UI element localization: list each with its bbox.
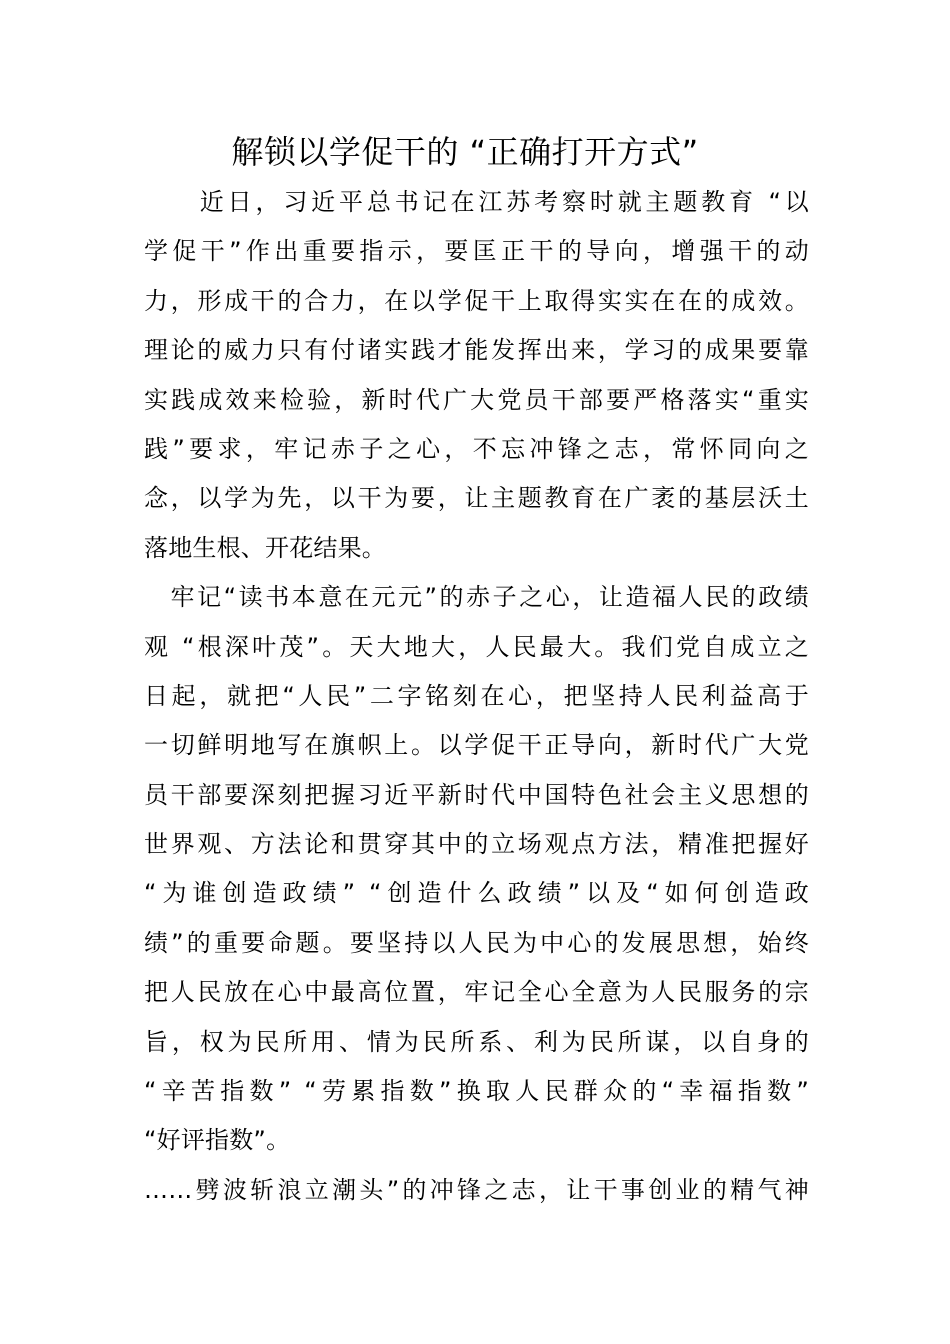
body-line: ……劈波斩浪立潮头”的冲锋之志，让干事创业的精气神 [144,1175,809,1204]
body-line: 践”要求，牢记赤子之心，不忘冲锋之志，常怀同向之 [144,434,809,463]
body-line: 牢记“读书本意在元元”的赤子之心，让造福人民的政绩 [144,583,809,612]
document-title: 解锁以学促干的 “正确打开方式” [231,133,699,171]
body-line: 旨，权为民所用、情为民所系、利为民所谋，以自身的 [144,1027,809,1056]
body-line: 世界观、方法论和贯穿其中的立场观点方法，精准把握好 [144,830,809,859]
body-line: 理论的威力只有付诸实践才能发挥出来，学习的成果要靠 [144,336,809,365]
body-line: “好评指数”。 [144,1126,291,1155]
body-line: 把人民放在心中最高位置，牢记全心全意为人民服务的宗 [144,978,809,1007]
body-line: 落地生根、开花结果。 [144,533,386,562]
body-line: 实践成效来检验，新时代广大党员干部要严格落实“重实 [144,385,809,414]
body-line: 力，形成干的合力，在以学促干上取得实实在在的成效。 [144,286,809,315]
body-line: 近日，习近平总书记在江苏考察时就主题教育 “以 [144,188,809,216]
body-line: 学促干”作出重要指示，要匡正干的导向，增强干的动 [144,237,809,266]
body-line: “辛苦指数” “劳累指数”换取人民群众的“幸福指数” [144,1077,809,1106]
document-body [144,178,809,1215]
body-line: 员干部要深刻把握习近平新时代中国特色社会主义思想的 [144,780,809,809]
body-line: 念，以学为先，以干为要，让主题教育在广袤的基层沃土 [144,484,809,513]
body-line: 观 “根深叶茂”。天大地大，人民最大。我们党自成立之 [144,632,809,661]
body-line: 日起，就把“人民”二字铭刻在心，把坚持人民利益高于 [144,681,809,710]
body-line: 一切鲜明地写在旗帜上。以学促干正导向，新时代广大党 [144,731,809,760]
body-line: 绩”的重要命题。要坚持以人民为中心的发展思想，始终 [144,928,809,957]
body-line: “为谁创造政绩” “创造什么政绩”以及“如何创造政 [144,879,809,908]
